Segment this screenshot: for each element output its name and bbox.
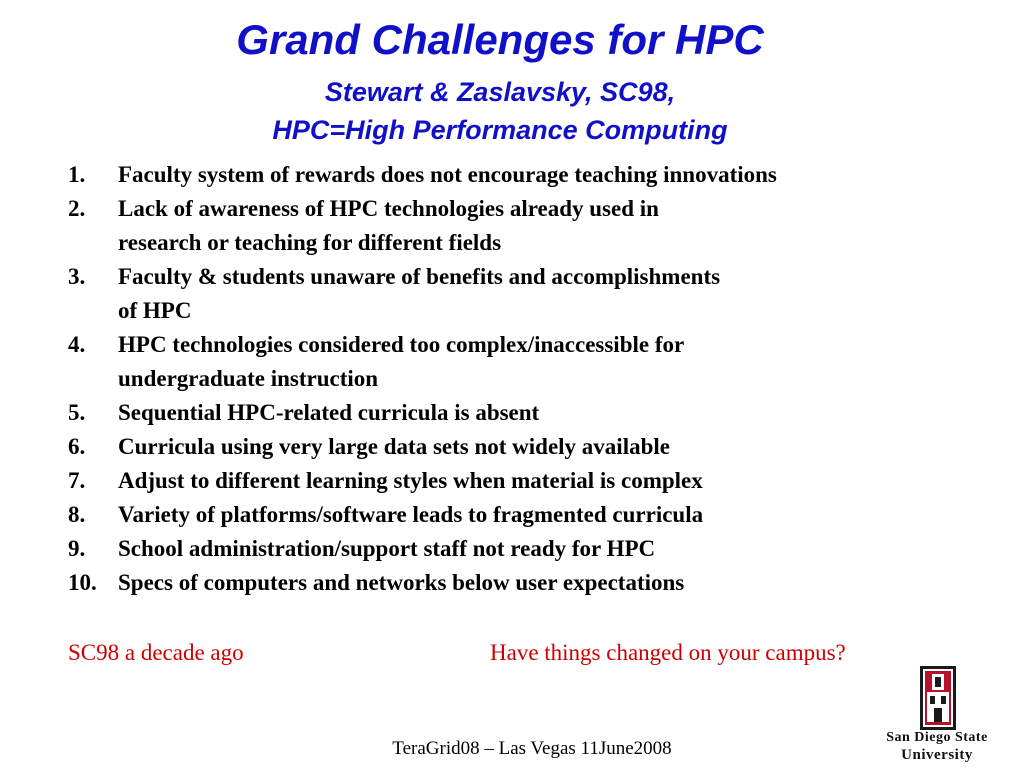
slide-subtitle-line1: Stewart & Zaslavsky, SC98, xyxy=(324,77,676,107)
list-item-text: Lack of awareness of HPC technologies already used in xyxy=(118,196,659,221)
list-item-text: of HPC xyxy=(118,298,192,323)
list-item-text: Variety of platforms/software leads to fragmented curricula xyxy=(118,502,704,527)
list-item-number: 9. xyxy=(68,536,86,561)
list-item xyxy=(68,430,777,464)
logo-text-line1: San Diego State xyxy=(886,730,988,745)
list-item-number: 3. xyxy=(68,264,86,289)
list-item-text: Adjust to different learning styles when material is complex xyxy=(118,468,703,493)
list-item xyxy=(68,260,777,328)
list-item xyxy=(68,192,777,260)
challenge-list xyxy=(68,158,777,600)
list-item-number: 2. xyxy=(68,196,86,221)
list-item xyxy=(68,566,777,600)
list-item xyxy=(68,396,777,430)
list-item-number: 1. xyxy=(68,162,86,187)
list-item-number: 6. xyxy=(68,434,86,459)
list-item-text: Faculty system of rewards does not encourage teaching innovations xyxy=(118,162,777,187)
note-right: Have things changed on your campus? xyxy=(490,640,846,665)
list-item-text: Faculty & students unaware of benefits and accomplishments xyxy=(118,264,721,289)
list-item xyxy=(68,158,777,192)
list-item-number: 7. xyxy=(68,468,86,493)
sdsu-emblem-icon xyxy=(920,666,956,730)
slide-subtitle-line2: HPC=High Performance Computing xyxy=(272,115,728,145)
slide-title: Grand Challenges for HPC xyxy=(236,16,764,63)
list-item-text: undergraduate instruction xyxy=(118,366,379,391)
logo-text-line2: University xyxy=(901,747,973,763)
list-item xyxy=(68,498,777,532)
slide-footer: TeraGrid08 – Las Vegas 11June2008 xyxy=(392,738,672,759)
list-item-number: 5. xyxy=(68,400,86,425)
list-item-text: research or teaching for different fields xyxy=(118,230,502,255)
list-item-text: HPC technologies considered too complex/inaccessible for xyxy=(118,332,685,357)
sdsu-logo xyxy=(862,666,1012,766)
note-left: SC98 a decade ago xyxy=(68,640,244,665)
list-item-text: Curricula using very large data sets not widely available xyxy=(118,434,670,459)
list-item-text: School administration/support staff not ready for HPC xyxy=(118,536,656,561)
list-item-number: 4. xyxy=(68,332,86,357)
list-item xyxy=(68,464,777,498)
list-item-text: Specs of computers and networks below user expectations xyxy=(118,570,685,595)
list-item-number: 10. xyxy=(68,570,97,595)
list-item xyxy=(68,532,777,566)
list-item xyxy=(68,328,777,396)
list-item-number: 8. xyxy=(68,502,86,527)
list-item-text: Sequential HPC-related curricula is absent xyxy=(118,400,540,425)
